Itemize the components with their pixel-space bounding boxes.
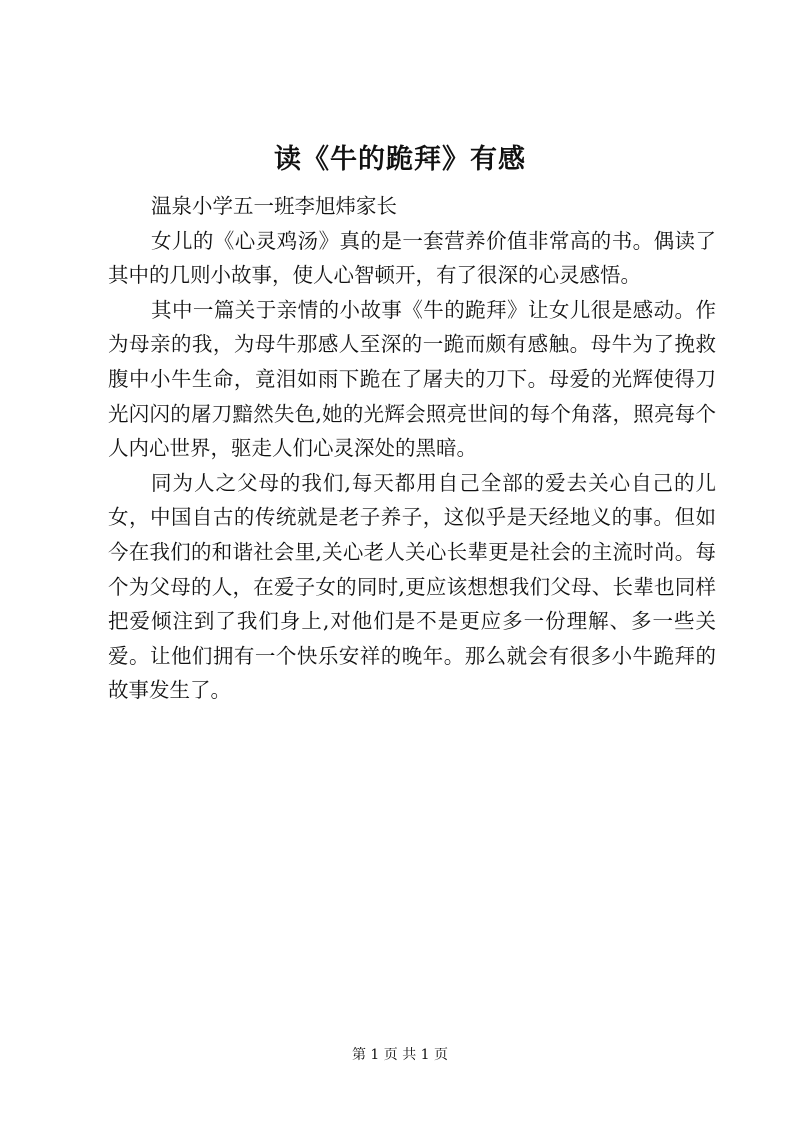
page-number-footer: 第 1 页 共 1 页 [351,1047,449,1063]
document-title: 读《牛的跪拜》有感 [274,144,526,175]
author-line: 温泉小学五一班李旭炜家长 [151,194,398,218]
document-body [108,189,716,708]
paragraph: 女儿的《心灵鸡汤》真的是一套营养价值非常高的书。偶读了其中的几则小故事，使人心智顿开，有了很深的心灵感悟。 [108,228,716,288]
paragraph: 其中一篇关于亲情的小故事《牛的跪拜》让女儿很是感动。作为母亲的我，为母牛那感人至深的一跪而颇有感触。母牛为了挽救腹中小牛生命，竟泪如雨下跪在了屠夫的刀下。母爱的光辉使得刀光闪闪的屠刀黯然失色,她的光辉会照亮世间的每个角落，照亮每个人内心世界，驱走人们心灵深处的黑暗。 [108,297,716,461]
paragraph: 同为人之父母的我们,每天都用自己全部的爱去关心自己的儿女，中国自古的传统就是老子养子，这似乎是天经地义的事。但如今在我们的和谐社会里,关心老人关心长辈更是社会的主流时尚。每个为父母的人，在爱子女的同时,更应该想想我们父母、长辈也同样把爱倾注到了我们身上,对他们是不是更应多一份理解、多一些关爱。让他们拥有一个快乐安祥的晚年。那么就会有很多小牛跪拜的故事发生了。 [108,470,716,703]
